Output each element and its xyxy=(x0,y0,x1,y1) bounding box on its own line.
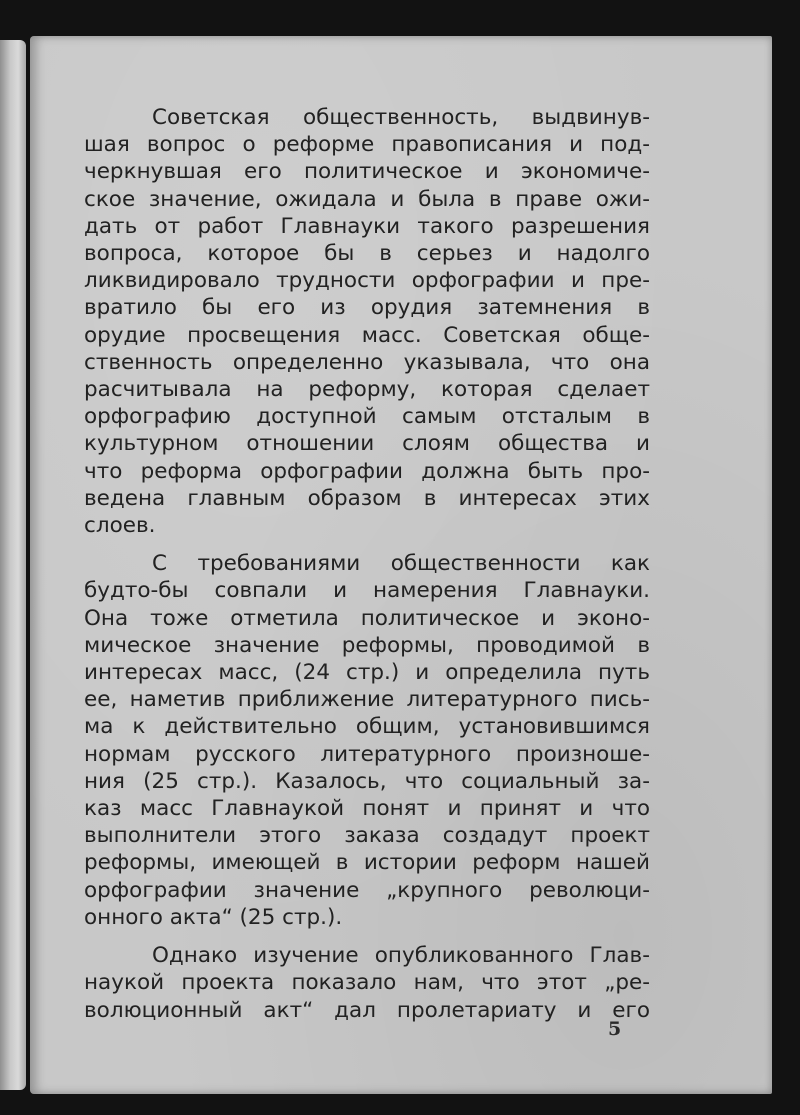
text-line: ственность определенно указывала, что она xyxy=(84,349,650,375)
text-line: выполнители этого заказа создадут проект xyxy=(84,823,650,849)
text-line: нормам русского литературного произноше- xyxy=(84,741,650,767)
text-line: каз масс Главнаукой понят и принят и что xyxy=(84,796,650,822)
text-line: ведена главным образом в интересах этих xyxy=(84,485,650,511)
text-line: дать от работ Главнауки такого разрешения xyxy=(84,213,650,239)
text-line: орфографии значение „крупного революци- xyxy=(84,877,650,903)
text-line: шая вопрос о реформе правописания и под- xyxy=(84,132,650,158)
text-line: ма к действительно общим, установившимся xyxy=(84,714,650,740)
text-line: С требованиями общественности как xyxy=(152,551,650,577)
text-line: мическое значение реформы, проводимой в xyxy=(84,632,650,658)
text-line: Однако изучение опубликованного Глав- xyxy=(152,943,650,969)
paragraph-2 xyxy=(84,550,650,931)
text-line: Она тоже отметила политическое и эконо- xyxy=(84,605,650,631)
text-line: ское значение, ожидала и была в праве ожи- xyxy=(84,186,650,212)
text-line: слоев. xyxy=(84,513,156,539)
text-line: что реформа орфографии должна быть про- xyxy=(84,458,650,484)
text-line: орфографию доступной самым отсталым в xyxy=(84,404,650,430)
text-line: черкнувшая его политическое и экономиче- xyxy=(84,159,650,185)
paragraph-1 xyxy=(84,104,650,539)
paragraph-3 xyxy=(84,942,650,1024)
text-line: реформы, имеющей в истории реформ нашей xyxy=(84,850,650,876)
text-line: волюционный акт“ дал пролетариату и его xyxy=(84,997,650,1023)
text-line: орудие просвещения масс. Советская обще- xyxy=(84,322,650,348)
text-line: ликвидировало трудности орфографии и пре- xyxy=(84,268,650,294)
page-text xyxy=(84,104,650,1024)
text-line: ния (25 стр.). Казалось, что социальный за- xyxy=(84,768,650,794)
text-line: вратило бы его из орудия затемнения в xyxy=(84,295,650,321)
text-line: Советская общественность, выдвинув- xyxy=(152,105,650,130)
page-number: 5 xyxy=(608,1018,622,1040)
text-line: культурном отношении слоям общества и xyxy=(84,431,650,457)
text-line: вопроса, которое бы в серьез и надолго xyxy=(84,241,650,267)
left-page-edge xyxy=(0,40,26,1090)
text-line: онного акта“ (25 стр.). xyxy=(84,904,343,930)
text-line: интересах масс, (24 стр.) и определила путь xyxy=(84,660,650,686)
text-line: наукой проекта показало нам, что этот „ре- xyxy=(84,970,650,996)
text-line: будто-бы совпали и намерения Главнауки. xyxy=(84,578,650,604)
text-line: расчитывала на реформу, которая сделает xyxy=(84,377,650,403)
text-line: ее, наметив приближение литературного пись- xyxy=(84,687,650,713)
